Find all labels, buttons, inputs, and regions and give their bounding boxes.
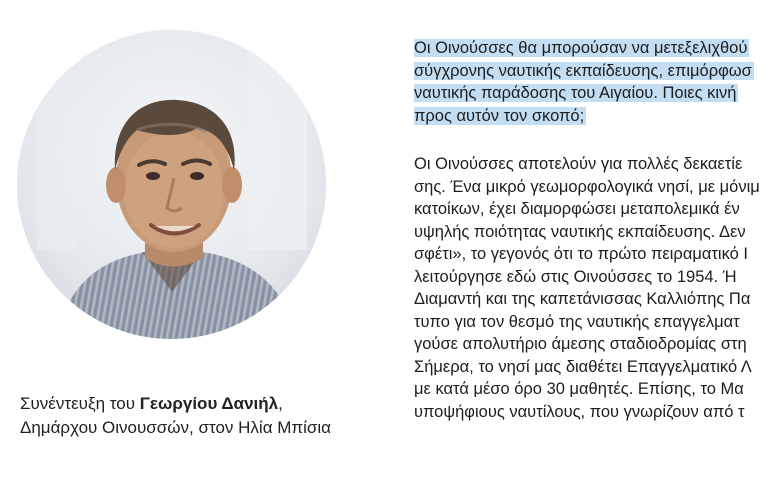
article-column [414, 37, 770, 423]
answer-line: γούσε απολυτήριο άμεσης σταδιοδρομίας στη [414, 335, 747, 353]
answer-line: Διαμαντή και της καπετάνισσας Καλλιόπης Πα [414, 290, 751, 308]
caption-name: Γεωργίου Δανιήλ [139, 394, 279, 413]
photo-caption [20, 392, 350, 440]
caption-comma: , [278, 394, 283, 413]
question-line: προς αυτόν τον σκοπό; [414, 106, 585, 125]
answer-line: λειτούργησε εδώ στις Οινούσσες το 1954. Ή [414, 267, 737, 286]
answer-line: σης. Ένα μικρό γεωμορφολογικά νησί, με μόνιμ [414, 177, 760, 196]
question-line: σύγχρονης ναυτικής εκπαίδευσης, επιμόρφωσ [414, 61, 752, 80]
answer-paragraph [414, 153, 770, 423]
portrait-illustration [17, 30, 326, 339]
answer-line: με κατά μέσο όρο 30 μαθητές. Επίσης, το Μα [414, 380, 744, 398]
answer-line: κατοίκων, έχει διαμορφώσει μεταπολεμικά έν [414, 200, 740, 218]
answer-line: τυπο για τον θεσμό της ναυτικής επαγγελματ [414, 312, 740, 331]
answer-line: σφέτι», το γεγονός ότι το πρώτο πειραματικό Ι [414, 245, 748, 263]
answer-line: Σήμερα, το νησί μας διαθέτει Επαγγελματικό Λ [414, 357, 752, 376]
question-line: ναυτικής παράδοσης του Αιγαίου. Ποιες κινή [414, 84, 737, 102]
question-paragraph [414, 37, 770, 127]
caption-line-2: Δημάρχου Οινουσσών, στον Ηλία Μπίσια [20, 418, 332, 437]
answer-line: υποψήφιους ναυτίλους, που γνωρίζουν από τ [414, 402, 745, 421]
answer-line: υψηλής ποιότητας ναυτικής εκπαίδευσης. Δεν [414, 222, 746, 241]
portrait-photo [17, 30, 326, 339]
question-line: Οι Οινούσσες θα μπορούσαν να μετεξελιχθού [414, 39, 748, 57]
answer-line: Οι Οινούσσες αποτελούν για πολλές δεκαετίε [414, 155, 743, 173]
caption-prefix: Συνέντευξη του [20, 394, 140, 413]
